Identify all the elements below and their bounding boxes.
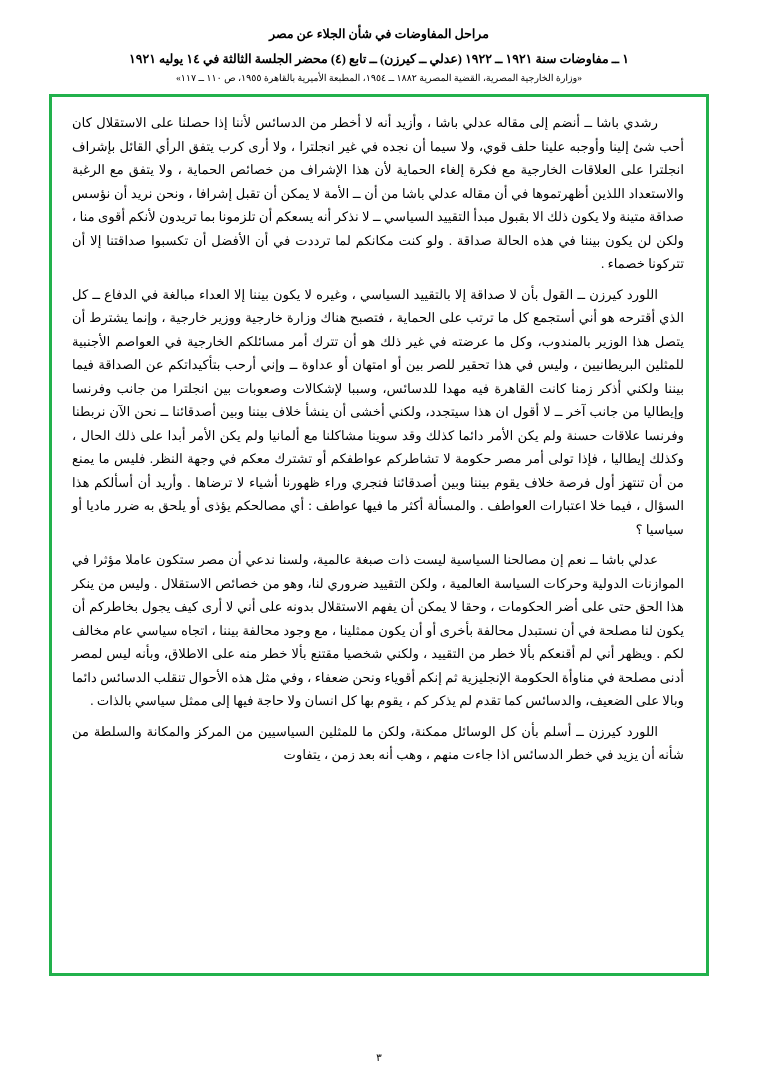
document-body bbox=[72, 111, 684, 767]
paragraph: عدلي باشا ــ نعم إن مصالحنا السياسية ليست ذات صبغة عالمية، ولسنا ندعي أن مصر ستكون عاملا مؤثرا في الموازنات الدولية وحركات السياسة العالمية ، ولكن التقييد ضروري لنا، وهو من خصائص الاستقلال . وليس من ينكر هذا الحق حتى على أضر الحكومات ، وحقا لا يمكن أن يفهم الاستقلال بدونه على أني لا أرى كيف يجول بخاطركم أن يكون لنا مصلحة في أن نستبدل محالفة بأخرى أو أن يكون ممثلينا ، مع وجود محالفة بيننا ، اتجاه سياسي عام مخالف لكم . ويظهر أني لم أقنعكم بألا خطر من التقييد ، ولكني شخصيا مقتنع بألا خطر منه على الاطلاق، وبأنه ليس لمصر أدنى مصلحة في مناوأة الحكومة الإنجليزية ثم إنكم أقوياء ونحن ضعفاء ، وفي مثل هذه الأحوال تنقلب الدسائس دائما وبالا على الضعيف، والدسائس كما تقدم لم يذكر كم ، يقوم بها كل انسان ولا حاجة فيها إلى ممثل سياسي بالذات . bbox=[72, 552, 684, 708]
text-frame bbox=[49, 94, 709, 976]
paragraph: اللورد كيرزن ــ أسلم بأن كل الوسائل ممكنة، ولكن ما للمثلين السياسيين من المركز والمكانة والسلطة من شأنه أن يزيد في خطر الدسائس اذا جاءت منهم ، وهب أنه بعد زمن ، يتفاوت bbox=[72, 723, 684, 762]
paragraph: رشدي باشا ــ أنضم إلى مقاله عدلي باشا ، وأزيد أنه لا أخطر من الدسائس لأننا إذا حصلنا على الاستقلال كان أحب شئ إلينا وأوجبه علينا حلف قوي، ولا سيما أن نجده في غير انجلترا ، ولا أرى كرب يتفق الرأي القائل بإشراف انجلترا على العلاقات الخارجية مع فكرة إلغاء الحماية لأن هذا الإشراف من خصائص الحماية ، ولا يتفق مع الرغبة والاستعداد اللذين أظهرتموها في أن مقاله عدلي باشا من أن ــ الأمة لا يمكن أن تقبل إشرافا ، ونحن نريد أن نؤسس صداقة متينة ولا يكون ذلك الا بقبول مبدأ التقييد السياسي ــ لا نذكر أنه يسعكم أن تلزمونا بما تريدون لأنكم أقوى منا ، ولكن لن يكون بيننا في هذه الحالة صداقة . ولو كنت مكانكم لما ترددت في أن الأفضل أن تكسبوا صداقتنا إلا أن تتركونا خصماء . bbox=[72, 115, 684, 271]
paragraph: اللورد كيرزن ــ القول بأن لا صداقة إلا بالتقييد السياسي ، وغيره لا يكون بيننا إلا العداء مبالغة في الدفاع ــ كل الذي أقترحه هو أني أستجمع كل ما ترتب على الحماية ، فتصبح هناك وزارة خارجية ووزير خارجية ، وإنما يشترط أن يتصل هذا الوزير بالمندوب، وكل ما عرضته في غير ذلك هو أن تترك أمر مسائلكم الخارجية في العواصم الأجنبية للمثلين البريطانيين ، وليس في هذا تحقير للصر بين أو امتهان أو عداوة ــ وإني أرحب بتأكيداتكم عن الصداقة فيما بيننا ولكني أذكر زمنا كانت القاهرة فيه مهدا للدسائس، وسببا لإشكالات وصعوبات بين انجلترا من جانب وفرنسا وإيطاليا من جانب آخر ــ لا أقول ان هذا سيتجدد، ولكني أخشى أن ينشأ خلاف بيننا وبين أصدقائنا ــ نحن الآن نربطنا وفرنسا علاقات حسنة ولم يكن الأمر دائما كذلك وقد سوينا مشاكلنا مع ألمانيا ولم يكن الأمر أبدا على ذلك الحال ، وكذلك إيطاليا ، فإذا تولى أمر مصر حكومة لا تشاطركم عواطفكم أو تشترك معكم في وجهة النظر. فليس ما يمنع من أن تنتهز أول فرصة خلاف يقوم بيننا وبين أصدقائنا فنجري وراء ظهورنا أشياء لا ترضاها . وأريد أن أسألكم هذا السؤال ، فيما خلا اعتبارات العواطف . والمسألة أكثر ما فيها عواطف : أي مصالحكم يؤذى أو يلحق به ضرر ماديا أو سياسيا ؟ bbox=[72, 286, 684, 537]
page-subtitle: ١ ــ مفاوضات سنة ١٩٢١ ــ ١٩٢٢ (عدلي ــ كيرزن) ــ تابع (٤) محضر الجلسة الثالثة في ١٤ يوليه ١٩٢١ bbox=[129, 52, 629, 66]
source-citation: «وزارة الخارجية المصرية، القضية المصرية ١٨٨٢ ــ ١٩٥٤، المطبعة الأميرية بالقاهرة ١٩٥٥، ص ١١٠ ــ ١١٧» bbox=[176, 74, 582, 84]
page-header bbox=[34, 26, 724, 84]
page-number: ٣ bbox=[376, 1053, 382, 1064]
page-title: مراحل المفاوضات في شأن الجلاء عن مصر bbox=[269, 27, 489, 41]
